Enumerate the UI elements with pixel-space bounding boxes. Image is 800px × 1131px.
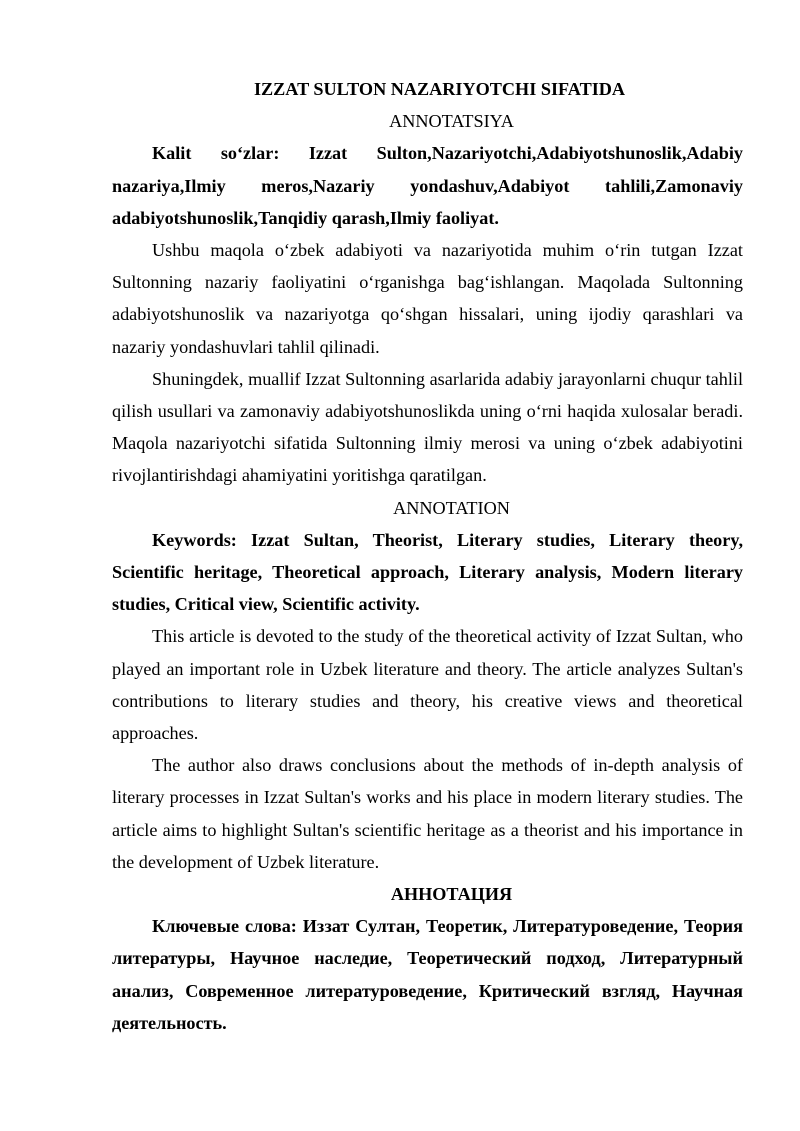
uz-keywords: Kalit so‘zlar: Izzat Sulton,Nazariyotchi,Adabiyotshunoslik,Adabiy nazariya,Ilmiy meros,Nazariy yondashuv,Adabiyot tahlili,Zamonaviy adabiyotshunoslik,Tanqidiy qarash,Ilmiy faoliyat.	[112, 143, 743, 228]
en-paragraph-2: The author also draws conclusions about the methods of in-depth analysis of literary processes in Izzat Sultan's works and his place in modern literary studies. The article aims to highlight Sultan's scientific heritage as a theorist and his importance in the development of Uzbek literature.	[112, 755, 743, 872]
ru-keywords: Ключевые слова: Иззат Султан, Теоретик, Литературоведение, Теория литературы, Научное наследие, Теоретический подход, Литературный анализ, Современное литературоведение, Критический взгляд, Научная деятельность.	[112, 916, 743, 1033]
en-keywords: Keywords: Izzat Sultan, Theorist, Literary studies, Literary theory, Scientific heritage, Theoretical approach, Literary analysis, Modern literary studies, Critical view, Scientific activity.	[112, 529, 743, 615]
ru-annotation-heading: АННОТАЦИЯ	[390, 884, 513, 905]
uz-annotation-heading: ANNOTATSIYA	[389, 111, 514, 132]
uz-paragraph-2: Shuningdek, muallif Izzat Sultonning asarlarida adabiy jarayonlarni chuqur tahlil qilish usullari va zamonaviy adabiyotshunoslikda uning o‘rni haqida xulosalar beradi. Maqola nazariyotchi sifatida Sultonning ilmiy merosi va uning o‘zbek adabiyotini rivojlantirishdagi ahamiyatini yoritishga qaratilgan.	[112, 368, 743, 486]
uz-paragraph-1: Ushbu maqola o‘zbek adabiyoti va nazariyotida muhim o‘rin tutgan Izzat Sultonning nazariy faoliyatini o‘rganishga bag‘ishlangan. Maqolada Sultonning adabiyotshunoslik va nazariyotga qo‘shgan hissalari, uning ijodiy qarashlari va nazariy yondashuvlari tahlil qilinadi.	[112, 240, 743, 357]
article-title: IZZAT SULTON NAZARIYOTCHI SIFATIDA	[253, 79, 626, 99]
en-annotation-heading: ANNOTATION	[393, 497, 510, 518]
en-paragraph-1: This article is devoted to the study of the theoretical activity of Izzat Sultan, who played an important role in Uzbek literature and theory. The article analyzes Sultan's contributions to literary studies and theory, his creative views and theoretical approaches.	[112, 626, 743, 744]
